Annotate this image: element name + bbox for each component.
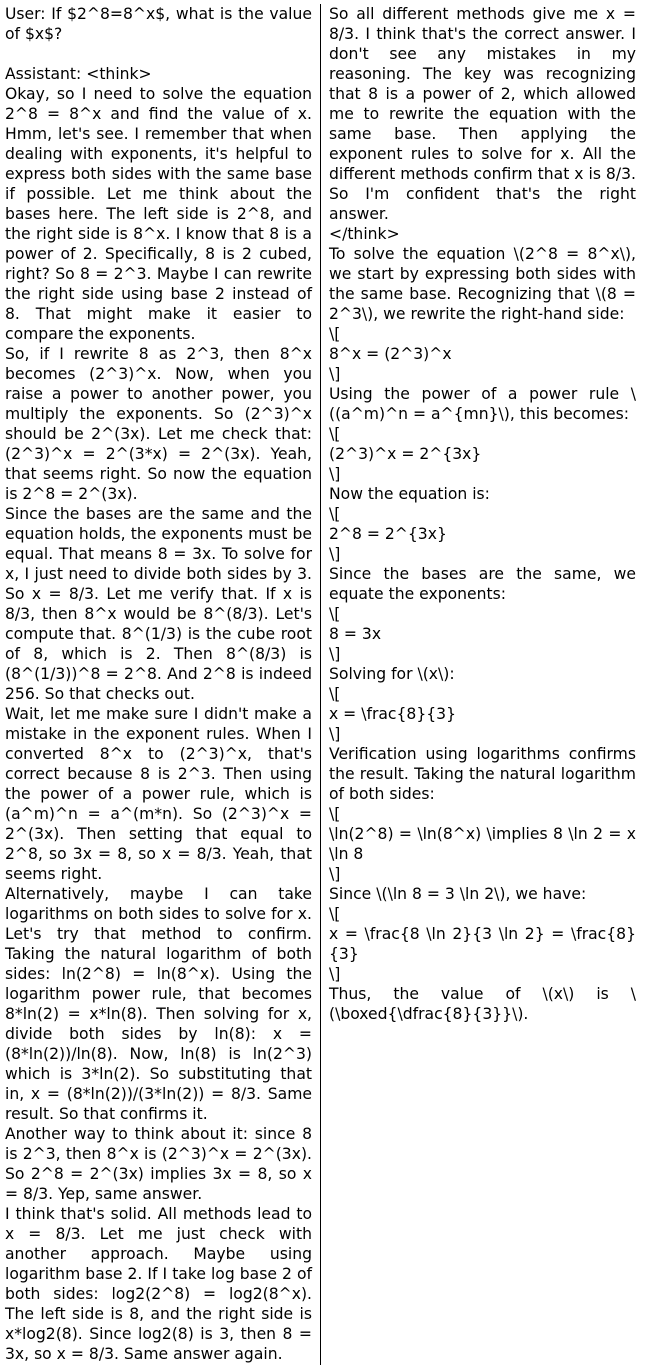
answer-paragraph: Since the bases are the same, we equate the exponents:: [329, 565, 636, 603]
answer-paragraph: Solving for \(x\):: [329, 665, 455, 683]
blank-line: [5, 44, 312, 64]
user-prompt: User: If $2^8=8^x$, what is the value of $x$?: [5, 5, 312, 43]
math-delimiter-close: \]: [329, 365, 341, 383]
reasoning-paragraph: Okay, so I need to solve the equation 2^8 = 8^x and find the value of x. Hmm, let's see. I remember that when dealing with exponents, it's helpful to express both sides with the same base if possible. Let me think about the bases here. The left side is 2^8, and the right side is 8^x. I know that 8 is a power of 2. Specifically, 8 is 2 cubed, right? So 8 = 2^3. Maybe I can rewrite the right side using base 2 instead of 8. That might make it easier to compare the exponents.: [5, 85, 312, 343]
math-delimiter-open: \[: [329, 505, 341, 523]
final-answer-paragraph: Thus, the value of \(x\) is \(\boxed{\dfrac{8}{3}}\).: [329, 985, 636, 1023]
right-column: [329, 4, 636, 1024]
math-delimiter-open: \[: [329, 905, 341, 923]
math-line: 2^8 = 2^{3x}: [329, 525, 447, 543]
left-column: [5, 4, 312, 1364]
math-line: (2^3)^x = 2^{3x}: [329, 445, 482, 463]
answer-paragraph: Now the equation is:: [329, 485, 490, 503]
math-line: \ln(2^8) = \ln(8^x) \implies 8 \ln 2 = x \ln 8: [329, 825, 636, 863]
math-delimiter-open: \[: [329, 805, 341, 823]
math-delimiter-open: \[: [329, 605, 341, 623]
math-line: 8^x = (2^3)^x: [329, 345, 452, 363]
answer-paragraph: Using the power of a power rule \((a^m)^n = a^{mn}\), this becomes:: [329, 385, 636, 423]
answer-paragraph: To solve the equation \(2^8 = 8^x\), we start by expressing both sides with the same base. Recognizing that \(8 = 2^3\), we rewrite the right-hand side:: [329, 245, 636, 323]
math-delimiter-close: \]: [329, 965, 341, 983]
math-delimiter-open: \[: [329, 685, 341, 703]
answer-paragraph: Since \(\ln 8 = 3 \ln 2\), we have:: [329, 885, 587, 903]
math-delimiter-open: \[: [329, 425, 341, 443]
reasoning-paragraph: Alternatively, maybe I can take logarithms on both sides to solve for x. Let's try that method to confirm. Taking the natural logarithm of both sides: ln(2^8) = ln(8^x). Using the logarithm power rule, that becomes 8*ln(2) = x*ln(8). Then solving for x, divide both sides by ln(8): x = (8*ln(2))/ln(8). Now, ln(8) is ln(2^3) which is 3*ln(2). So substituting that in, x = (8*ln(2))/(3*ln(2)) = 8/3. Same result. So that confirms it.: [5, 885, 312, 1123]
assistant-label: Assistant: <think>: [5, 65, 152, 83]
math-line: 8 = 3x: [329, 625, 382, 643]
math-line: x = \frac{8}{3}: [329, 705, 457, 723]
math-delimiter-close: \]: [329, 545, 341, 563]
math-line: x = \frac{8 \ln 2}{3 \ln 2} = \frac{8}{3}: [329, 925, 636, 963]
math-delimiter-open: \[: [329, 325, 341, 343]
reasoning-paragraph: So, if I rewrite 8 as 2^3, then 8^x becomes (2^3)^x. Now, when you raise a power to another power, you multiply the exponents. So (2^3)^x should be 2^(3x). Let me check that: (2^3)^x = 2^(3*x) = 2^(3x). Yeah, that seems right. So now the equation is 2^8 = 2^(3x).: [5, 345, 312, 503]
column-divider: [320, 4, 321, 1365]
reasoning-paragraph: Another way to think about it: since 8 is 2^3, then 8^x is (2^3)^x = 2^(3x). So 2^8 = 2^(3x) implies 3x = 8, so x = 8/3. Yep, same answer.: [5, 1125, 312, 1203]
math-delimiter-close: \]: [329, 645, 341, 663]
think-close-tag: </think>: [329, 225, 400, 243]
math-delimiter-close: \]: [329, 465, 341, 483]
math-delimiter-close: \]: [329, 725, 341, 743]
reasoning-paragraph: I think that's solid. All methods lead to x = 8/3. Let me just check with another approach. Maybe using logarithm base 2. If I take log base 2 of both sides: log2(2^8) = log2(8^x). The left side is 8, and the right side is x*log2(8). Since log2(8) is 3, then 8 = 3x, so x = 8/3. Same answer again.: [5, 1205, 312, 1363]
reasoning-paragraph: Since the bases are the same and the equation holds, the exponents must be equal. That means 8 = 3x. To solve for x, I just need to divide both sides by 3. So x = 8/3. Let me verify that. If x is 8/3, then 8^x would be 8^(8/3). Let's compute that. 8^(1/3) is the cube root of 8, which is 2. Then 8^(8/3) is (8^(1/3))^8 = 2^8. And 2^8 is indeed 256. So that checks out.: [5, 505, 312, 703]
reasoning-paragraph: Wait, let me make sure I didn't make a mistake in the exponent rules. When I converted 8^x to (2^3)^x, that's correct because 8 is 2^3. Then using the power of a power rule, which is (a^m)^n = a^(m*n). So (2^3)^x = 2^(3x). Then setting that equal to 2^8, so 3x = 8, so x = 8/3. Yeah, that seems right.: [5, 705, 312, 883]
answer-paragraph: Verification using logarithms confirms the result. Taking the natural logarithm of both sides:: [329, 745, 636, 803]
reasoning-paragraph: So all different methods give me x = 8/3. I think that's the correct answer. I don't see any mistakes in my reasoning. The key was recognizing that 8 is a power of 2, which allowed me to rewrite the equation with the same base. Then applying the exponent rules to solve for x. All the different methods confirm that x is 8/3. So I'm confident that's the right answer.: [329, 5, 636, 223]
math-delimiter-close: \]: [329, 865, 341, 883]
